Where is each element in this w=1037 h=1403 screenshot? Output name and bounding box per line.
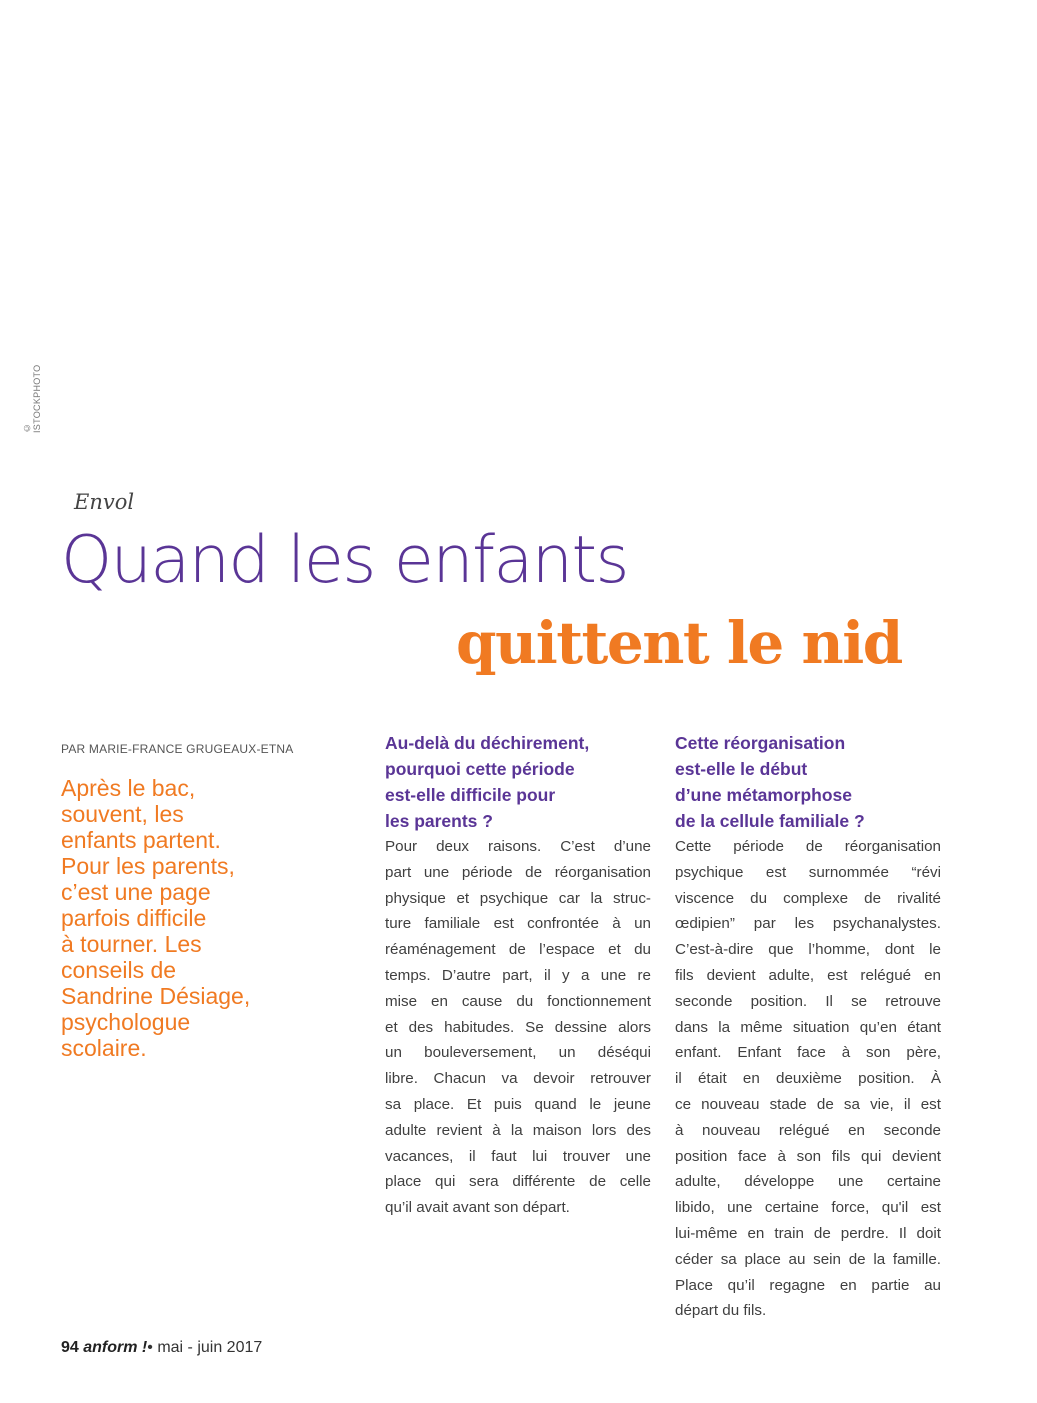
- page-footer: [61, 1339, 262, 1357]
- body-line: un bouleversement, un déséqui: [385, 1044, 651, 1062]
- intro-line: souvent, les: [61, 801, 184, 827]
- body-line: psychique est surnommée “révi: [675, 863, 941, 881]
- intro-line: à tourner. Les: [61, 931, 202, 957]
- question-line: Cette réorganisation: [675, 733, 846, 753]
- question-line: de la cellule familiale ?: [675, 811, 865, 831]
- body-line: viscence du complexe de rivalité: [675, 889, 941, 907]
- body-line: part une période de réorganisation: [385, 863, 651, 881]
- body-line: temps. D’autre part, il y a une re: [385, 966, 651, 984]
- body-line: physique et psychique car la struc-: [385, 889, 651, 907]
- answer-body-2: [675, 834, 941, 1324]
- body-line: à nouveau relégué en seconde: [675, 1121, 941, 1139]
- body-line: C’est-à-dire que l’homme, dont le: [675, 941, 941, 959]
- intro-line: conseils de: [61, 957, 177, 983]
- body-line: place qui sera différente de celle: [385, 1173, 651, 1191]
- author-byline: PAR MARIE-FRANCE GRUGEAUX-ETNA: [61, 742, 294, 756]
- body-line: adulte, développe une certaine: [675, 1173, 941, 1191]
- question-line: Au-delà du déchirement,: [385, 733, 590, 753]
- footer-separator: •: [147, 1339, 153, 1356]
- body-line: libre. Chacun va devoir retrouver: [385, 1070, 651, 1088]
- body-line: position face à son fils qui devient: [675, 1147, 941, 1165]
- body-line: céder sa place au sein de la famille.: [675, 1250, 941, 1268]
- section-kicker: Envol: [74, 490, 135, 514]
- question-line: est-elle difficile pour: [385, 785, 556, 805]
- answer-body-1: [385, 834, 651, 1221]
- body-line: vacances, il faut lui trouver une: [385, 1147, 651, 1165]
- body-line: il était en deuxième position. À: [675, 1070, 941, 1088]
- body-line: qu’il avait avant son départ.: [385, 1199, 570, 1217]
- intro-line: psychologue: [61, 1009, 191, 1035]
- intro-line: enfants partent.: [61, 827, 221, 853]
- body-line: œdipien” par les psychanalystes.: [675, 915, 941, 933]
- body-line: et des habitudes. Se dessine alors: [385, 1018, 651, 1036]
- body-line: départ du fils.: [675, 1302, 767, 1320]
- article-column-1: [385, 730, 651, 1221]
- body-line: enfant. Enfant face à son père,: [675, 1044, 941, 1062]
- interview-question-2: [675, 730, 941, 834]
- intro-line: c’est une page: [61, 879, 211, 905]
- body-line: seconde position. Il se retrouve: [675, 992, 941, 1010]
- article-column-2: [675, 730, 941, 1324]
- body-line: adulte revient à la maison lors des: [385, 1121, 651, 1139]
- intro-line: parfois difficile: [61, 905, 207, 931]
- body-line: fils devient adulte, est relégué en: [675, 966, 941, 984]
- body-line: Place qu’il regagne en partie au: [675, 1276, 941, 1294]
- body-line: libido, une certaine force, qu'il est: [675, 1199, 941, 1217]
- body-line: lui-même en train de perdre. Il doit: [675, 1224, 941, 1242]
- body-line: dans la même situation qu’en étant: [675, 1018, 941, 1036]
- body-line: Pour deux raisons. C’est d’une: [385, 838, 651, 855]
- body-line: ce nouveau stade de sa vie, il est: [675, 1095, 941, 1113]
- body-line: réaménagement de l’espace et du: [385, 941, 651, 959]
- headline-line2: quittent le nid: [456, 609, 902, 677]
- body-line: Cette période de réorganisation: [675, 838, 941, 855]
- page-number: 94: [61, 1339, 79, 1356]
- headline-line1: Quand les enfants: [61, 523, 628, 598]
- intro-line: Après le bac,: [61, 775, 196, 801]
- question-line: d’une métamorphose: [675, 785, 852, 805]
- body-line: mise en cause du fonctionnement: [385, 992, 651, 1010]
- intro-line: Pour les parents,: [61, 853, 235, 879]
- question-line: pourquoi cette période: [385, 759, 575, 779]
- body-line: ture familiale est confrontée à un: [385, 915, 651, 933]
- intro-standfirst: [61, 775, 361, 1061]
- issue-date: mai - juin 2017: [157, 1339, 263, 1356]
- intro-line: scolaire.: [61, 1035, 147, 1061]
- photo-credit: © ISTOCKPHOTO: [22, 364, 42, 433]
- intro-line: Sandrine Désiage,: [61, 983, 251, 1009]
- interview-question-1: [385, 730, 651, 834]
- question-line: les parents ?: [385, 811, 493, 831]
- question-line: est-elle le début: [675, 759, 808, 779]
- magazine-name: anform !: [83, 1339, 148, 1356]
- body-line: sa place. Et puis quand le jeune: [385, 1095, 651, 1113]
